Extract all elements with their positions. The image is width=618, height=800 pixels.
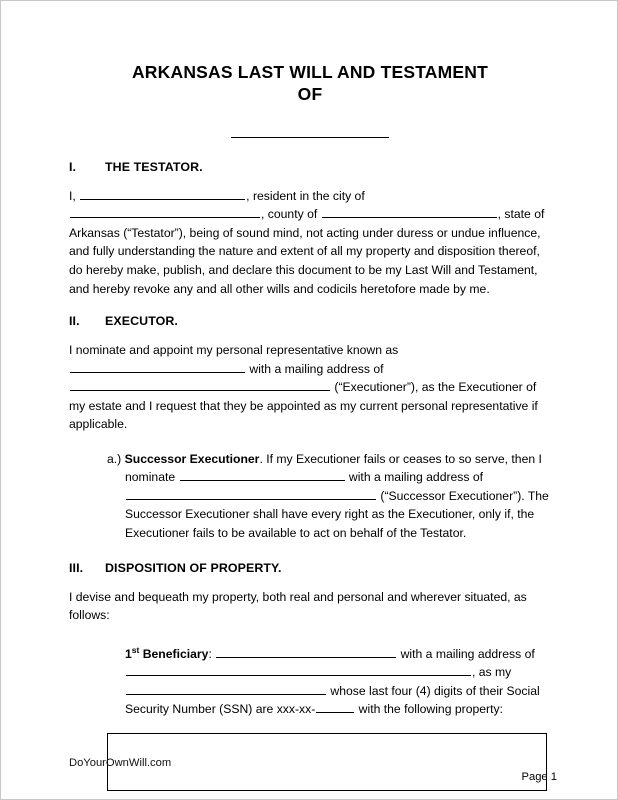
footer-site-name: DoYourOwnWill.com [69,757,172,769]
successor-text-c: (“Successor Executioner”). The Successor Executioner shall have every right as the Executioner, only if, the Executioner fails to be available to act on behalf of the Testator. [125,488,549,540]
testator-intro-text: I, [69,188,80,203]
section-numeral-iii: III. [69,560,84,575]
successor-name-blank[interactable] [180,468,345,481]
section-i-paragraph [69,187,551,298]
testator-body-text: , state of Arkansas (“Testator”), being of sound mind, not acting under duress or undue influence, and fully understanding the nature and extent of all my property and disposition thereof, do hereby make, publish, and declare this document to be my Last Will and Testament, and hereby revoke any and all other wills and codicils heretofore made by me. [69,207,545,296]
title-line-1: ARKANSAS LAST WILL AND TESTAMENT [131,62,489,82]
subsection-a-label: a.) [107,451,122,466]
beneficiary-ordinal-suffix: st [131,644,140,655]
executor-intro-text: I nominate and appoint my personal representative known as [69,343,399,358]
testator-county-text: , county of [261,207,321,222]
section-numeral-i: I. [69,159,77,174]
successor-text-b: with a mailing address of [345,470,484,485]
document-content [69,61,551,791]
section-ii-subsection-a [107,450,551,543]
testator-name-blank[interactable] [80,187,245,200]
beneficiary-text-a: : [208,646,216,661]
title-line-2: OF [297,84,323,105]
successor-executioner-label: Successor Executioner [124,451,260,466]
property-description-box[interactable] [107,733,547,791]
beneficiary-name-blank[interactable] [216,645,396,658]
executor-body-text: (“Executioner”), as the Executioner of my estate and I request that they be appointed as my current personal representative if applicable. [69,380,538,432]
section-heading-i [69,160,551,174]
beneficiary-text-c: , as my [472,665,512,680]
disposition-intro-text: I devise and bequeath my property, both real and personal and wherever situated, as follows: [69,589,527,623]
section-title-ii: EXECUTOR. [105,314,178,329]
beneficiary-text-e: with the following property: [355,702,503,717]
executor-address-text: with a mailing address of [246,361,384,376]
beneficiary-ordinal: 1 [125,646,132,661]
testator-county-blank[interactable] [322,205,497,218]
title-blank-line-wrap [69,120,551,138]
beneficiary-block-1 [125,645,551,719]
beneficiary-label: Beneficiary [139,646,209,661]
section-numeral-ii: II. [69,314,80,329]
successor-address-blank[interactable] [126,487,376,500]
title-name-blank[interactable] [231,136,389,138]
beneficiary-text-b: with a mailing address of [397,646,535,661]
successor-text-a: . If my Executioner fails or ceases to so serve, then I nominate [125,451,542,485]
executor-name-blank[interactable] [70,360,245,373]
beneficiary-relationship-blank[interactable] [126,682,326,695]
executor-address-blank[interactable] [70,378,330,391]
testator-city-blank[interactable] [70,205,260,218]
beneficiary-address-blank[interactable] [126,663,471,676]
section-heading-ii [69,314,551,328]
footer-page-number: Page 1 [521,771,557,783]
section-heading-iii [69,561,551,575]
beneficiary-ssn-blank[interactable] [316,700,354,713]
section-title-i: THE TESTATOR. [105,159,203,174]
section-title-iii: DISPOSITION OF PROPERTY. [105,560,282,575]
testator-city-text: , resident in the city of [246,188,365,203]
page-title [69,61,551,106]
section-iii-paragraph [69,588,551,625]
section-ii-paragraph [69,341,551,434]
beneficiary-text-d: whose last four (4) digits of their Social Security Number (SSN) are xxx-xx- [125,683,540,717]
